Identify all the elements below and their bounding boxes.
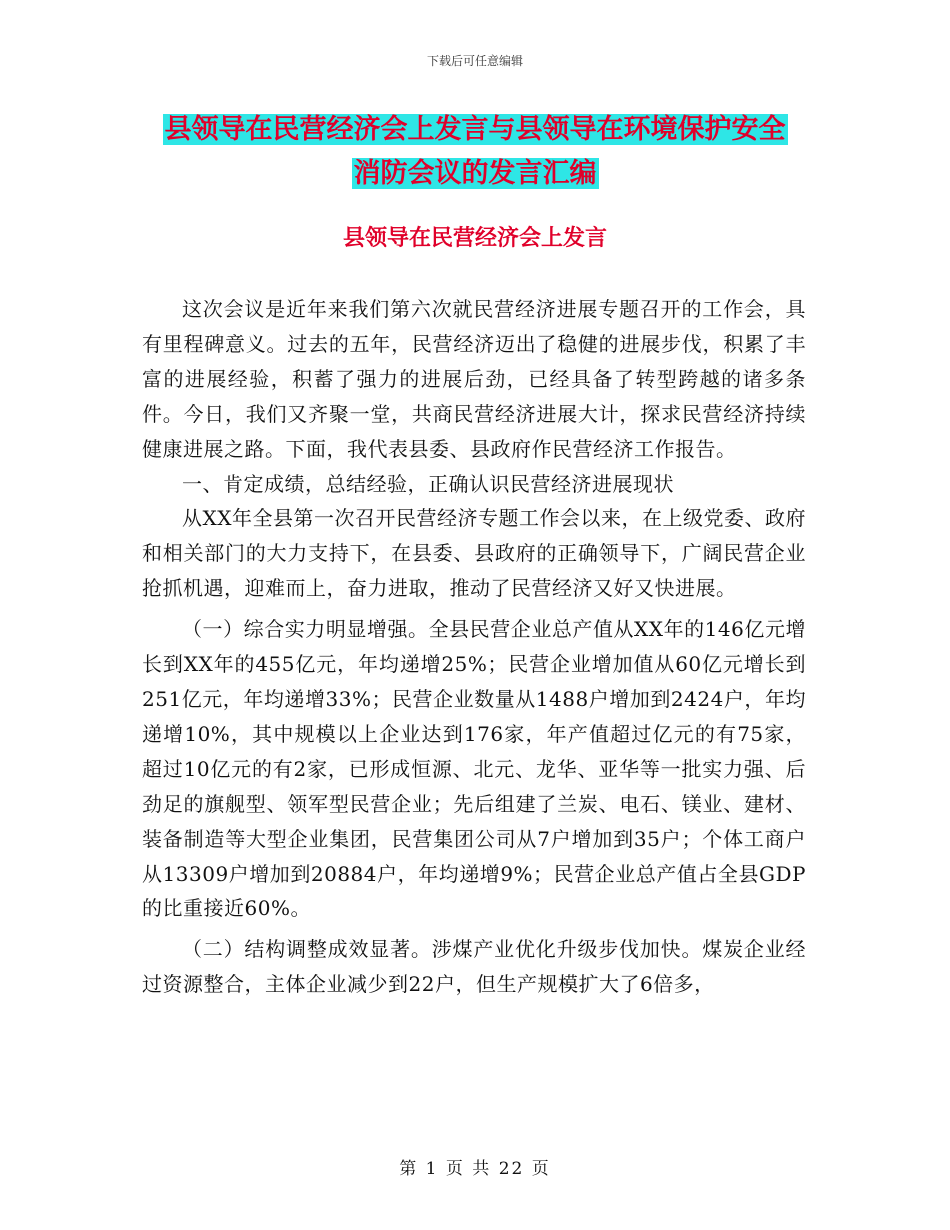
- document-body: [142, 292, 806, 1002]
- paragraph-item-2: （二）结构调整成效显著。涉煤产业优化升级步伐加快。煤炭企业经过资源整合，主体企业减少到22户，但生产规模扩大了6倍多，: [142, 937, 806, 997]
- paragraph-heading-1: 一、肯定成绩，总结经验，正确认识民营经济进展现状: [182, 471, 674, 496]
- document-title-line-2: [0, 154, 950, 194]
- paragraph-overview: 从XX年全县第一次召开民营经济专题工作会以来，在上级党委、政府和相关部门的大力支持下，在县委、县政府的正确领导下，广阔民营企业抢抓机遇，迎难而上，奋力进取，推动了民营经济又好又快进展。: [142, 506, 806, 601]
- paragraph-item-1: （一）综合实力明显增强。全县民营企业总产值从XX年的146亿元增长到XX年的455亿元，年均递增25%；民营企业增加值从60亿元增长到251亿元，年均递增33%；民营企业数量从1488户增加到2424户，年均递增10%，其中规模以上企业达到176家，年产值超过亿元的有75家，超过10亿元的有2家，已形成恒源、北元、龙华、亚华等一批实力强、后劲足的旗舰型、领军型民营企业；先后组建了兰炭、电石、镁业、建材、装备制造等大型企业集团，民营集团公司从7户增加到35户；个体工商户从13309户增加到20884户，年均递增9%；民营企业总产值占全县GDP的比重接近60%。: [142, 617, 806, 921]
- header-note: 下载后可任意编辑: [426, 54, 523, 68]
- section-title: 县领导在民营经济会上发言: [342, 226, 607, 251]
- page-footer: 第 1 页 共 22 页: [399, 1159, 551, 1179]
- document-title-line-1-text: 县领导在民营经济会上发言与县领导在环境保护安全: [164, 114, 786, 145]
- paragraph-intro: 这次会议是近年来我们第六次就民营经济进展专题召开的工作会，具有里程碑意义。过去的五年，民营经济迈出了稳健的进展步伐，积累了丰富的进展经验，积蓄了强力的进展后劲，已经具备了转型跨越的诸多条件。今日，我们又齐聚一堂，共商民营经济进展大计，探求民营经济持续健康进展之路。下面，我代表县委、县政府作民营经济工作报告。: [142, 297, 806, 461]
- document-title-line-1: [0, 110, 950, 150]
- document-title-line-2-text: 消防会议的发言汇编: [353, 158, 597, 189]
